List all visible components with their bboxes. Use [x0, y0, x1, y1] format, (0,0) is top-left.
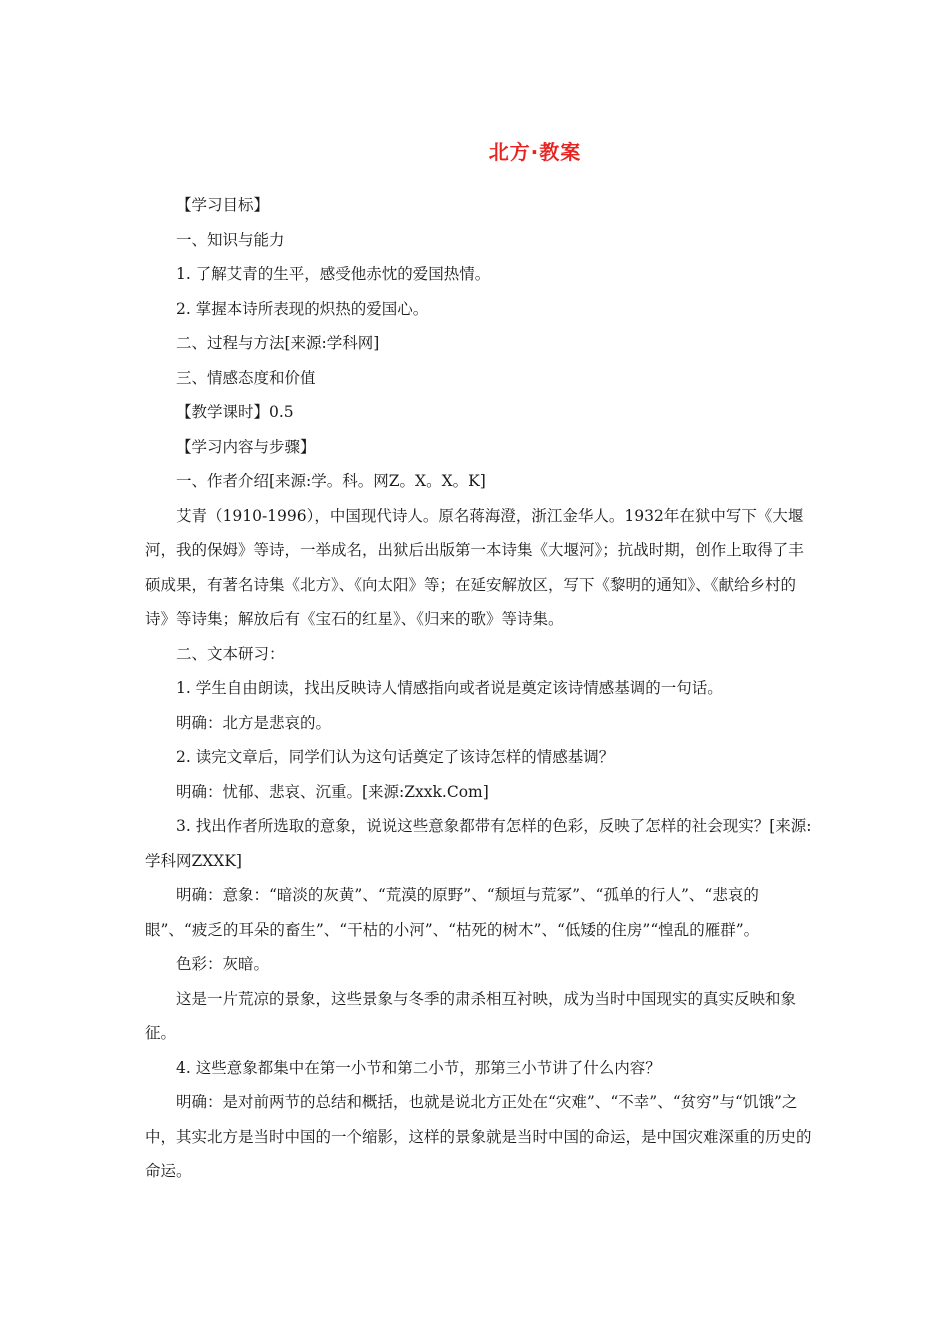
paragraph: 1. 了解艾青的生平，感受他赤忱的爱国热情。	[176, 265, 491, 283]
paragraph: 【学习内容与步骤】	[176, 437, 316, 456]
paragraph: 1. 学生自由朗读，找出反映诗人情感指向或者说是奠定该诗情感基调的一句话。	[176, 679, 723, 697]
paragraph: 色彩：灰暗。	[176, 955, 270, 973]
paragraph: 2. 掌握本诗所表现的炽热的爱国心。	[176, 299, 429, 318]
paragraph: 一、作者介绍[来源:学。科。网Z。X。X。K]	[176, 472, 486, 490]
document-title: 北方·教案	[488, 140, 582, 164]
paragraph: 2. 读完文章后，同学们认为这句话奠定了该诗怎样的情感基调？	[176, 748, 615, 766]
paragraph: 明确：北方是悲哀的。	[176, 713, 332, 732]
paragraph: 一、知识与能力	[176, 230, 285, 249]
paragraph: 3. 找出作者所选取的意象，说说这些意象都带有怎样的色彩，反映了怎样的社会现实？[来源:学科网ZXXK]	[145, 817, 812, 870]
paragraph: 明确：忧郁、悲哀、沉重。[来源:Zxxk.Com]	[176, 782, 489, 801]
paragraph: 三、情感态度和价值	[176, 368, 316, 387]
paragraph: 明确：意象：“暗淡的灰黄”、“荒漠的原野”、“颓垣与荒冢”、“孤单的行人”、“悲哀的眼”、“疲乏的耳朵的畜生”、“干枯的小河”、“枯死的树木”、“低矮的住房”“惶乱的雁群”。	[145, 886, 760, 939]
paragraph: 二、文本研习：	[176, 644, 285, 663]
paragraph: 【教学课时】0.5	[176, 403, 294, 421]
paragraph: 艾青（1910-1996），中国现代诗人。原名蒋海澄，浙江金华人。1932年在狱中写下《大堰河，我的保姆》等诗，一举成名，出狱后出版第一本诗集《大堰河》；抗战时期，创作上取得了丰硕成果，有著名诗集《北方》、《向太阳》等；在延安解放区，写下《黎明的通知》、《献给乡村的诗》等诗集；解放后有《宝石的红星》、《归来的歌》等诗集。	[145, 506, 804, 628]
paragraph: 二、过程与方法[来源:学科网]	[176, 334, 380, 352]
paragraph: 这是一片荒凉的景象，这些景象与冬季的肃杀相互衬映，成为当时中国现实的真实反映和象征。	[145, 989, 797, 1042]
paragraph: 【学习目标】	[176, 196, 270, 214]
paragraph: 4. 这些意象都集中在第一小节和第二小节，那第三小节讲了什么内容？	[176, 1058, 661, 1077]
document-body	[145, 188, 813, 1189]
paragraph: 明确：是对前两节的总结和概括，也就是说北方正处在“灾难”、“不幸”、“贫穷”与“饥饿”之中，其实北方是当时中国的一个缩影，这样的景象就是当时中国的命运，是中国灾难深重的历史的命运。	[145, 1093, 812, 1180]
